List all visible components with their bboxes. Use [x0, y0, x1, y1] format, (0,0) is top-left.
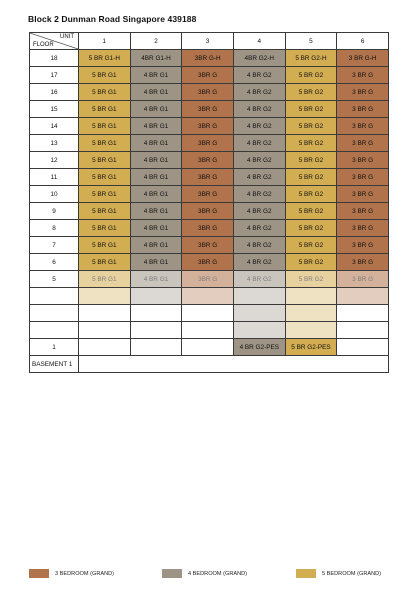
basement-empty	[79, 356, 389, 373]
unit-cell: 3 BR G	[337, 203, 389, 220]
unit-cell: 4 BR G2	[233, 271, 285, 288]
unit-header-label: UNIT	[60, 34, 74, 40]
unit-cell: 3BR G	[182, 135, 234, 152]
floor-row	[30, 84, 389, 101]
unit-cell	[182, 305, 234, 322]
legend-label: 4 BEDROOM (GRAND)	[188, 570, 248, 577]
unit-cell	[337, 339, 389, 356]
floor-number: 13	[30, 135, 79, 152]
header-row	[30, 33, 389, 50]
floor-row	[30, 305, 389, 322]
unit-cell: 4 BR G2	[233, 186, 285, 203]
floor-number	[30, 305, 79, 322]
legend-label: 5 BEDROOM (GRAND)	[322, 570, 382, 577]
unit-cell: 3BR G	[182, 254, 234, 271]
unit-cell: 4 BR G2	[233, 84, 285, 101]
unit-cell	[182, 322, 234, 339]
unit-cell: 3BR G	[182, 152, 234, 169]
unit-header: 6	[337, 33, 389, 50]
unit-cell: 3 BR G	[337, 186, 389, 203]
floor-number: 7	[30, 237, 79, 254]
basement-label: BASEMENT 1	[30, 356, 79, 373]
unit-cell	[130, 339, 182, 356]
unit-cell: 4 BR G2	[233, 118, 285, 135]
unit-stacking-table	[29, 32, 389, 373]
floor-number: 12	[30, 152, 79, 169]
floor-row	[30, 288, 389, 305]
unit-cell	[79, 288, 131, 305]
unit-cell: 4 BR G2	[233, 135, 285, 152]
unit-header: 1	[79, 33, 131, 50]
unit-cell: 5 BR G2	[285, 254, 337, 271]
unit-cell: 4 BR G1	[130, 84, 182, 101]
unit-cell: 3BR G	[182, 84, 234, 101]
unit-cell: 5 BR G2	[285, 135, 337, 152]
unit-cell: 5 BR G2	[285, 84, 337, 101]
unit-cell: 5 BR G1	[79, 169, 131, 186]
unit-cell: 5 BR G2	[285, 271, 337, 288]
floor-row	[30, 271, 389, 288]
unit-cell: 3 BR G	[337, 254, 389, 271]
floor-row	[30, 118, 389, 135]
unit-cell	[130, 288, 182, 305]
floor-row	[30, 186, 389, 203]
unit-cell	[79, 305, 131, 322]
unit-cell: 4 BR G1	[130, 237, 182, 254]
unit-cell: 5 BR G2	[285, 101, 337, 118]
unit-cell: 5 BR G2	[285, 203, 337, 220]
floor-row	[30, 322, 389, 339]
unit-cell: 3BR G	[182, 237, 234, 254]
unit-cell: 4 BR G2	[233, 101, 285, 118]
floor-row	[30, 203, 389, 220]
unit-cell	[233, 288, 285, 305]
unit-cell	[285, 305, 337, 322]
unit-cell: 3 BR G	[337, 67, 389, 84]
basement-row	[30, 356, 389, 373]
unit-cell: 5 BR G1	[79, 237, 131, 254]
floor-number: 1	[30, 339, 79, 356]
unit-cell: 3 BR G-H	[337, 50, 389, 67]
unit-cell: 4 BR G2	[233, 220, 285, 237]
floor-row	[30, 152, 389, 169]
unit-cell: 3BR G-H	[182, 50, 234, 67]
unit-cell: 4BR G2-H	[233, 50, 285, 67]
unit-cell: 3BR G	[182, 169, 234, 186]
unit-cell	[130, 305, 182, 322]
legend-item-5br	[296, 569, 381, 578]
floor-number	[30, 322, 79, 339]
unit-cell: 3BR G	[182, 118, 234, 135]
unit-cell: 3 BR G	[337, 220, 389, 237]
floor-row	[30, 237, 389, 254]
unit-cell: 5 BR G1	[79, 101, 131, 118]
unit-cell: 4 BR G2	[233, 237, 285, 254]
unit-cell: 5 BR G2	[285, 118, 337, 135]
unit-cell	[285, 288, 337, 305]
unit-cell: 3 BR G	[337, 84, 389, 101]
unit-cell: 4 BR G1	[130, 271, 182, 288]
floor-number: 15	[30, 101, 79, 118]
unit-cell	[79, 339, 131, 356]
unit-cell: 5 BR G1	[79, 84, 131, 101]
floor-number: 17	[30, 67, 79, 84]
floor-number: 14	[30, 118, 79, 135]
page-title: Block 2 Dunman Road Singapore 439188	[28, 14, 197, 24]
unit-cell: 5 BR G2	[285, 237, 337, 254]
unit-cell: 4 BR G2	[233, 254, 285, 271]
unit-cell: 3BR G	[182, 220, 234, 237]
unit-cell: 4 BR G2	[233, 152, 285, 169]
unit-cell: 4 BR G1	[130, 220, 182, 237]
unit-cell: 3 BR G	[337, 101, 389, 118]
unit-cell: 3 BR G	[337, 169, 389, 186]
legend-item-4br	[162, 569, 247, 578]
unit-cell: 3BR G	[182, 203, 234, 220]
unit-cell: 4BR G1-H	[130, 50, 182, 67]
legend-swatch	[29, 569, 49, 578]
unit-cell: 5 BR G1	[79, 203, 131, 220]
unit-cell: 4 BR G1	[130, 118, 182, 135]
floor-number	[30, 288, 79, 305]
unit-cell: 4 BR G1	[130, 152, 182, 169]
unit-header: 2	[130, 33, 182, 50]
unit-cell: 3 BR G	[337, 271, 389, 288]
unit-cell	[233, 305, 285, 322]
unit-cell	[337, 305, 389, 322]
unit-cell: 3 BR G	[337, 135, 389, 152]
unit-cell	[130, 322, 182, 339]
unit-cell: 5 BR G1	[79, 271, 131, 288]
floor-header-label: FLOOR	[33, 42, 54, 48]
floor-row	[30, 101, 389, 118]
unit-cell: 3 BR G	[337, 152, 389, 169]
unit-cell: 5 BR G2-PES	[285, 339, 337, 356]
floor-row	[30, 135, 389, 152]
unit-cell: 5 BR G2-H	[285, 50, 337, 67]
legend-swatch	[296, 569, 316, 578]
unit-cell	[337, 288, 389, 305]
floor-row	[30, 220, 389, 237]
unit-cell: 5 BR G1	[79, 118, 131, 135]
unit-cell	[182, 288, 234, 305]
floor-number: 11	[30, 169, 79, 186]
floor-number: 16	[30, 84, 79, 101]
unit-cell: 4 BR G1	[130, 67, 182, 84]
legend-label: 3 BEDROOM (GRAND)	[55, 570, 115, 577]
unit-cell: 3 BR G	[337, 118, 389, 135]
unit-cell: 4 BR G2	[233, 203, 285, 220]
unit-cell: 4 BR G1	[130, 203, 182, 220]
unit-cell: 3BR G	[182, 271, 234, 288]
floor-row	[30, 169, 389, 186]
unit-cell: 4 BR G2	[233, 67, 285, 84]
unit-cell: 4 BR G1	[130, 101, 182, 118]
legend-swatch	[162, 569, 182, 578]
unit-cell: 5 BR G2	[285, 67, 337, 84]
unit-cell	[79, 322, 131, 339]
unit-cell: 5 BR G1	[79, 254, 131, 271]
unit-header: 3	[182, 33, 234, 50]
unit-cell: 4 BR G2	[233, 169, 285, 186]
unit-header: 5	[285, 33, 337, 50]
unit-cell: 4 BR G2-PES	[233, 339, 285, 356]
unit-cell: 3BR G	[182, 101, 234, 118]
floor-row	[30, 339, 389, 356]
legend-item-3br	[29, 569, 114, 578]
unit-cell: 5 BR G1	[79, 67, 131, 84]
unit-cell	[337, 322, 389, 339]
unit-cell	[182, 339, 234, 356]
unit-cell: 5 BR G1-H	[79, 50, 131, 67]
unit-cell: 4 BR G1	[130, 169, 182, 186]
unit-cell: 5 BR G2	[285, 152, 337, 169]
unit-cell: 5 BR G2	[285, 186, 337, 203]
floor-number: 6	[30, 254, 79, 271]
unit-cell: 5 BR G1	[79, 186, 131, 203]
floor-number: 5	[30, 271, 79, 288]
unit-cell: 5 BR G1	[79, 152, 131, 169]
unit-cell: 3 BR G	[337, 237, 389, 254]
floor-row	[30, 50, 389, 67]
floor-number: 9	[30, 203, 79, 220]
unit-cell: 4 BR G1	[130, 186, 182, 203]
unit-header: 4	[233, 33, 285, 50]
floor-number: 8	[30, 220, 79, 237]
floor-row	[30, 67, 389, 84]
floor-number: 18	[30, 50, 79, 67]
unit-cell: 5 BR G2	[285, 169, 337, 186]
floor-number: 10	[30, 186, 79, 203]
floor-rows	[30, 50, 389, 373]
unit-cell: 3BR G	[182, 186, 234, 203]
unit-cell: 4 BR G1	[130, 254, 182, 271]
unit-cell: 3BR G	[182, 67, 234, 84]
unit-cell	[285, 322, 337, 339]
unit-cell: 5 BR G1	[79, 220, 131, 237]
unit-cell: 4 BR G1	[130, 135, 182, 152]
floor-row	[30, 254, 389, 271]
unit-floor-corner	[30, 33, 79, 50]
unit-cell: 5 BR G1	[79, 135, 131, 152]
unit-cell: 5 BR G2	[285, 220, 337, 237]
unit-cell	[233, 322, 285, 339]
